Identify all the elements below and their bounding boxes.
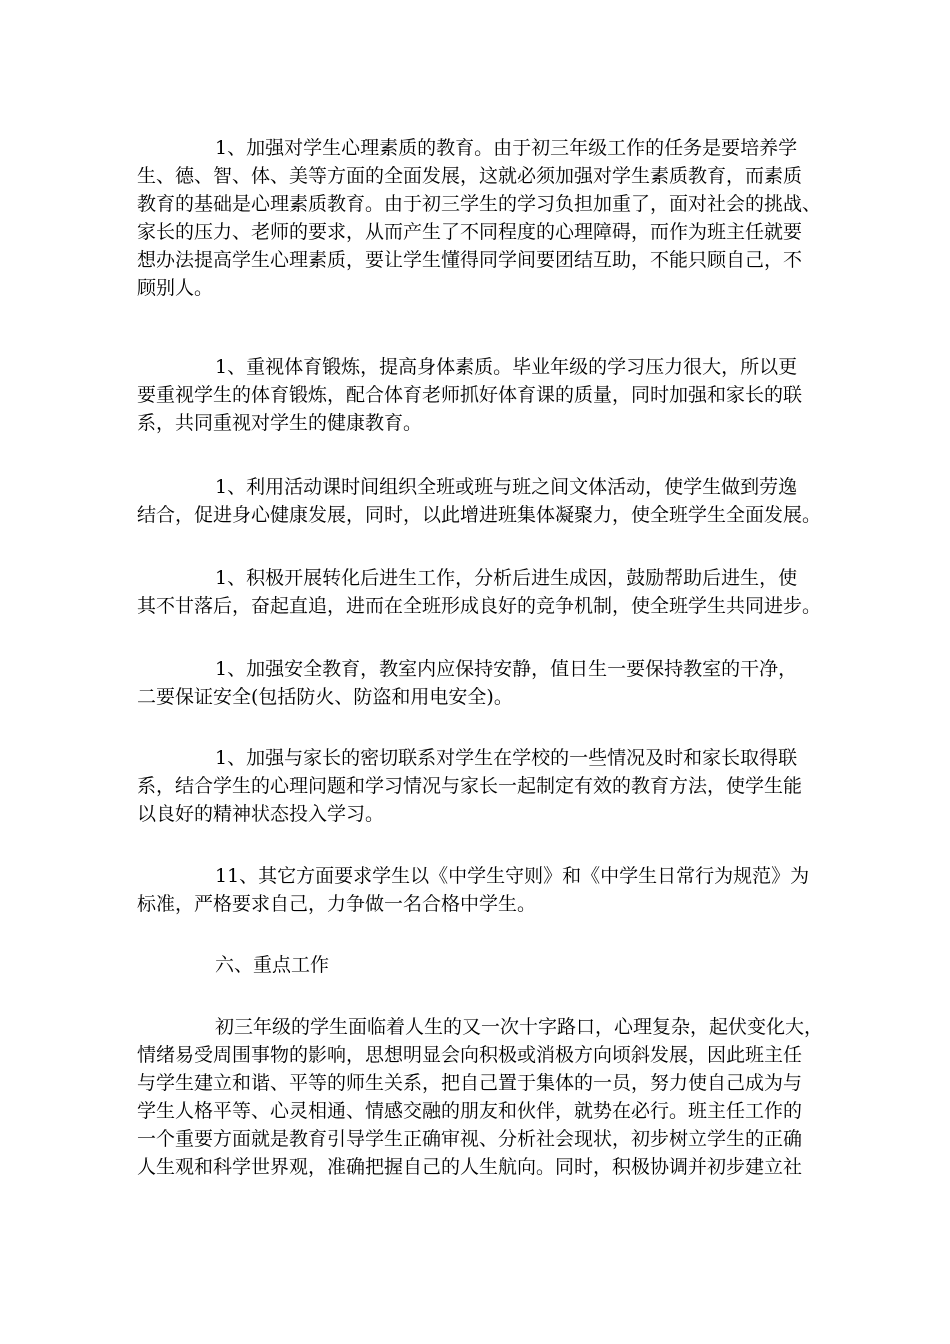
text-line: 家长的压力、老师的要求，从而产生了不同程度的心理障碍，而作为班主任就要 bbox=[137, 221, 803, 243]
text-line: 系，共同重视对学生的健康教育。 bbox=[137, 412, 423, 434]
text-line: 1、积极开展转化后进生工作，分析后进生成因，鼓励帮助后进生，使 bbox=[215, 567, 798, 589]
paragraph-parent-contact bbox=[137, 744, 817, 828]
text-line: 顾别人。 bbox=[137, 277, 214, 299]
section-heading-key-work bbox=[137, 951, 817, 979]
text-line: 结合，促进身心健康发展，同时，以此增进班集体凝聚力，使全班学生全面发展。 bbox=[137, 504, 822, 526]
text-line: 想办法提高学生心理素质，要让学生懂得同学间要团结互助，不能只顾自己，不 bbox=[137, 249, 803, 271]
paragraph-safety-education bbox=[137, 655, 817, 711]
text-line: 初三年级的学生面临着人生的又一次十字路口，心理复杂，起伏变化大， bbox=[215, 1016, 824, 1038]
text-line: 学生人格平等、心灵相通、情感交融的朋友和伙伴，就势在必行。班主任工作的 bbox=[137, 1100, 803, 1122]
text-line: 人生观和科学世界观，准确把握自己的人生航向。同时，积极协调并初步建立社 bbox=[137, 1156, 803, 1178]
paragraph-teacher-student-relationship bbox=[137, 1013, 824, 1181]
text-line: 1、加强安全教育，教室内应保持安静，值日生一要保持教室的干净， bbox=[215, 658, 798, 680]
text-line: 生、德、智、体、美等方面的全面发展，这就必须加强对学生素质教育，而素质 bbox=[137, 165, 803, 187]
text-line: 六、重点工作 bbox=[215, 954, 330, 976]
text-line: 1、加强对学生心理素质的教育。由于初三年级工作的任务是要培养学 bbox=[215, 137, 798, 159]
text-line: 以良好的精神状态投入学习。 bbox=[137, 803, 385, 825]
text-line: 其不甘落后，奋起直追，进而在全班形成良好的竞争机制，使全班学生共同进步。 bbox=[137, 595, 822, 617]
text-line: 1、利用活动课时间组织全班或班与班之间文体活动，使学生做到劳逸 bbox=[215, 476, 798, 498]
text-line: 教育的基础是心理素质教育。由于初三学生的学习负担加重了，面对社会的挑战、 bbox=[137, 193, 822, 215]
text-line: 情绪易受周围事物的影响，思想明显会向积极或消极方向顷斜发展，因此班主任 bbox=[137, 1044, 803, 1066]
text-line: 与学生建立和谐、平等的师生关系，把自己置于集体的一员，努力使自己成为与 bbox=[137, 1072, 803, 1094]
paragraph-code-of-conduct bbox=[137, 862, 817, 918]
text-line: 1、加强与家长的密切联系对学生在学校的一些情况及时和家长取得联 bbox=[215, 747, 798, 769]
paragraph-psychological-quality bbox=[137, 134, 822, 302]
text-line: 一个重要方面就是教育引导学生正确审视、分析社会现状，初步树立学生的正确 bbox=[137, 1128, 803, 1150]
text-line: 标准，严格要求自己，力争做一名合格中学生。 bbox=[137, 893, 537, 915]
paragraph-underachievers bbox=[137, 564, 822, 620]
text-line: 要重视学生的体育锻炼，配合体育老师抓好体育课的质量，同时加强和家长的联 bbox=[137, 384, 803, 406]
text-line: 1、重视体育锻炼，提高身体素质。毕业年级的学习压力很大，所以更 bbox=[215, 356, 798, 378]
text-line: 11、其它方面要求学生以《中学生守则》和《中学生日常行为规范》为 bbox=[215, 865, 810, 887]
paragraph-physical-exercise bbox=[137, 353, 817, 437]
text-line: 二要保证安全(包括防火、防盗和用电安全)。 bbox=[137, 686, 513, 708]
paragraph-activity-class bbox=[137, 473, 822, 529]
text-line: 系，结合学生的心理问题和学习情况与家长一起制定有效的教育方法，使学生能 bbox=[137, 775, 803, 797]
